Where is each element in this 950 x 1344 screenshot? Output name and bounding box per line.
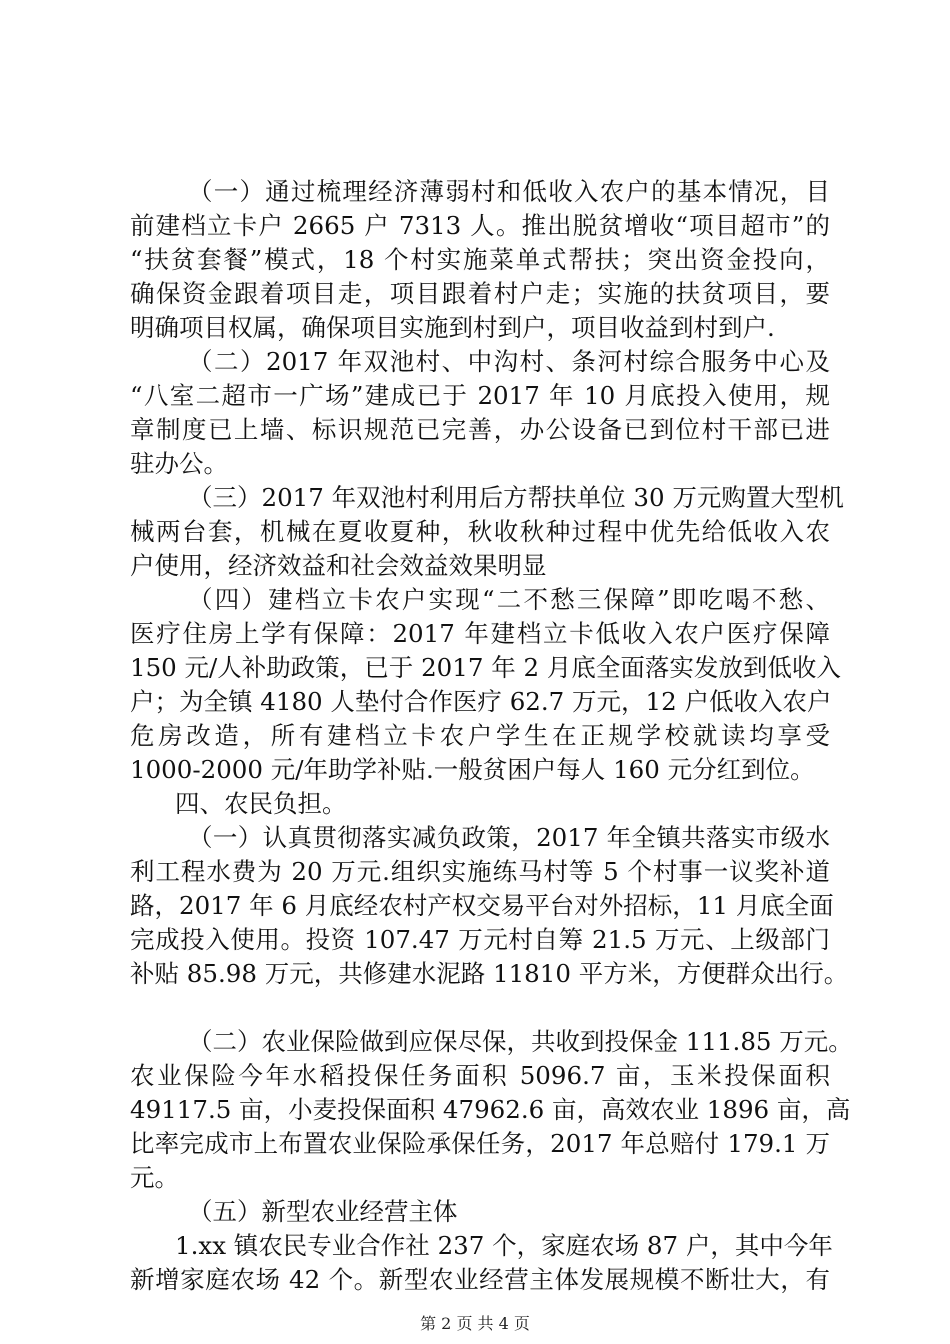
- text-line: （三）2017 年双池村利用后方帮扶单位 30 万元购置大型机: [188, 483, 844, 512]
- text-line: （四）建档立卡农户实现“二不愁三保障”即吃喝不愁、: [188, 585, 830, 614]
- text-line: 补贴 85.98 万元，共修建水泥路 11810 平方米，方便群众出行。: [130, 959, 849, 988]
- section-heading-new-agriculture: （五）新型农业经营主体: [188, 1197, 458, 1226]
- text-line: 医疗住房上学有保障：2017 年建档立卡低收入农户医疗保障: [130, 619, 830, 648]
- text-line: （一）认真贯彻落实减负政策，2017 年全镇共落实市级水: [188, 823, 830, 852]
- text-line: 户；为全镇 4180 人垫付合作医疗 62.7 万元，12 户低收入农户: [130, 687, 832, 716]
- text-line: 明确项目权属，确保项目实施到村到户，项目收益到村到户.: [130, 313, 775, 342]
- text-line: 完成投入使用。投资 107.47 万元村自筹 21.5 万元、上级部门: [130, 925, 830, 954]
- text-line: 新增家庭农场 42 个。新型农业经营主体发展规模不断壮大，有: [130, 1265, 830, 1294]
- text-line: 驻办公。: [130, 449, 228, 478]
- text-line: 农业保险今年水稻投保任务面积 5096.7 亩，玉米投保面积: [130, 1061, 830, 1090]
- text-line: 49117.5 亩，小麦投保面积 47962.6 亩，高效农业 1896 亩，高: [130, 1095, 851, 1124]
- text-line: 路，2017 年 6 月底经农村产权交易平台对外招标，11 月底全面: [130, 891, 834, 920]
- text-line: 元。: [130, 1163, 179, 1192]
- page-footer: 第 2 页 共 4 页: [420, 1314, 530, 1333]
- text-line: 章制度已上墙、标识规范已完善，办公设备已到位村干部已进: [130, 415, 830, 444]
- text-line: （二）农业保险做到应保尽保，共收到投保金 111.85 万元。: [188, 1027, 853, 1056]
- text-line: 150 元/人补助政策，已于 2017 年 2 月底全面落实发放到低收入: [130, 653, 841, 682]
- text-line: 1000-2000 元/年助学补贴.一般贫困户每人 160 元分红到位。: [130, 755, 815, 784]
- text-line: （一）通过梳理经济薄弱村和低收入农户的基本情况，目: [188, 177, 830, 206]
- text-line: （二）2017 年双池村、中沟村、条河村综合服务中心及: [188, 347, 830, 376]
- text-line: 户使用，经济效益和社会效益效果明显: [130, 551, 547, 580]
- text-line: 危房改造，所有建档立卡农户学生在正规学校就读均享受: [130, 721, 830, 750]
- text-line: “八室二超市一广场”建成已于 2017 年 10 月底投入使用，规: [130, 381, 830, 410]
- text-line: 前建档立卡户 2665 户 7313 人。推出脱贫增收“项目超市”的: [130, 211, 830, 240]
- text-line: 确保资金跟着项目走，项目跟着村户走；实施的扶贫项目，要: [130, 279, 830, 308]
- section-heading-farmer-burden: 四、农民负担。: [175, 789, 347, 818]
- text-line: “扶贫套餐”模式，18 个村实施菜单式帮扶；突出资金投向，: [130, 245, 830, 274]
- text-line: 比率完成市上布置农业保险承保任务，2017 年总赔付 179.1 万: [130, 1129, 830, 1158]
- text-line: 1.xx 镇农民专业合作社 237 个，家庭农场 87 户，其中今年: [175, 1231, 833, 1260]
- text-line: 利工程水费为 20 万元.组织实施练马村等 5 个村事一议奖补道: [130, 857, 830, 886]
- text-line: 械两台套，机械在夏收夏种，秋收秋种过程中优先给低收入农: [130, 517, 830, 546]
